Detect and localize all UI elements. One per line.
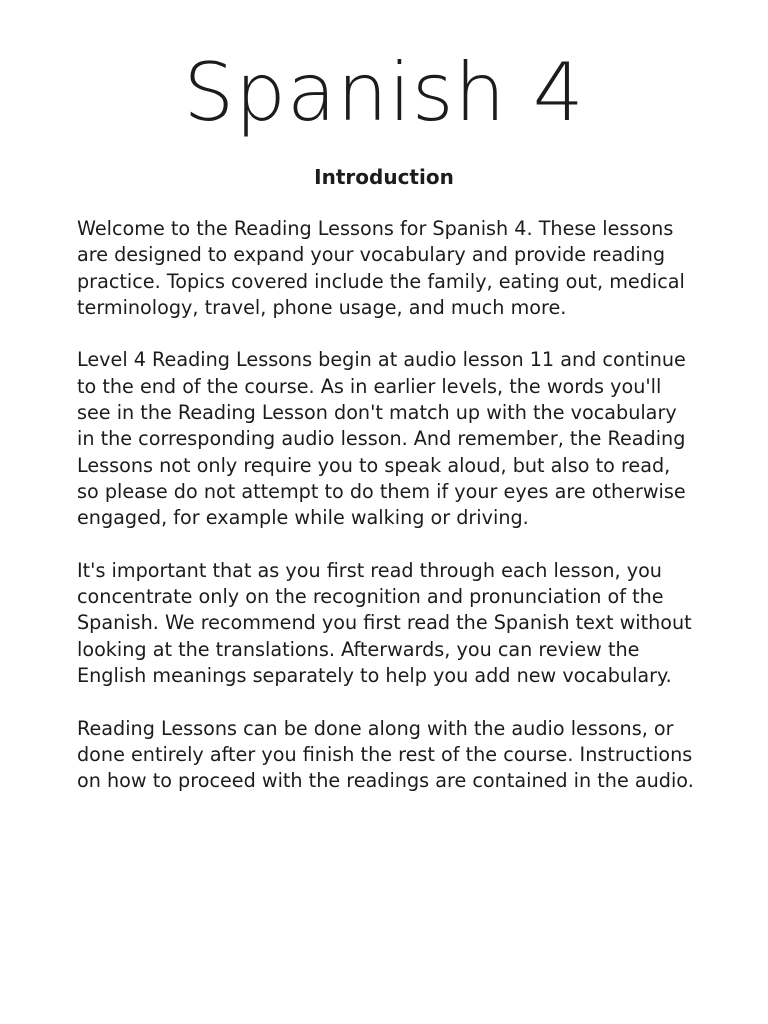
section-heading: Introduction: [314, 165, 454, 189]
paragraph: Welcome to the Reading Lessons for Spanish 4. These lessons are designed to expand your vocabulary and provide reading practice. Topics covered include the family, eating out, medical terminology, travel, phone usage, and much more.: [77, 217, 685, 319]
paragraph: Reading Lessons can be done along with the audio lessons, or done entirely after you finish the rest of the course. Instructions on how to proceed with the readings are contained in the audio.: [77, 716, 694, 793]
document-body: [77, 216, 697, 795]
paragraph: Level 4 Reading Lessons begin at audio lesson 11 and continue to the end of the course. As in earlier levels, the words you'll see in the Reading Lesson don't match up with the vocabulary in the corresponding audio lesson. And remember, the Reading Lessons not only require you to speak aloud, but also to read, so please do not attempt to do them if your eyes are otherwise engaged, for example while walking or driving.: [77, 348, 686, 530]
paragraph: It's important that as you first read through each lesson, you concentrate only on the recognition and pronunciation of the Spanish. We recommend you first read the Spanish text without looking at the translations. Afterwards, you can review the English meanings separately to help you add new vocabulary.: [77, 558, 692, 688]
document-title: Spanish 4: [183, 46, 585, 139]
